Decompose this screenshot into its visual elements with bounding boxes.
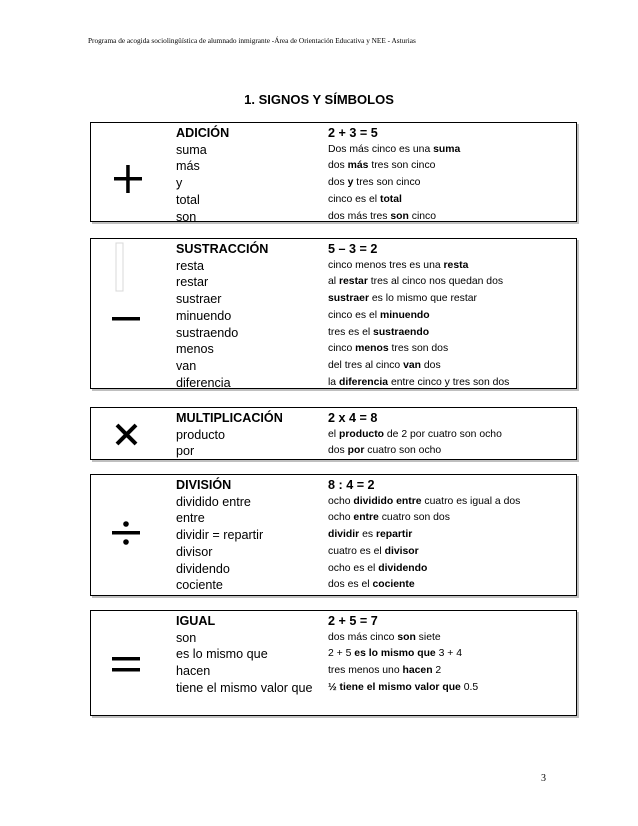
example: dos y tres son cinco — [328, 177, 421, 189]
example: cinco es el total — [328, 193, 402, 205]
term: diferencia — [176, 375, 231, 390]
terms-sustraccion — [176, 241, 326, 391]
example-header: 5 – 3 = 2 — [328, 242, 378, 256]
term: resta — [176, 258, 204, 273]
example: ocho entre cuatro son dos — [328, 512, 450, 524]
example: dos más tres son cinco — [328, 160, 436, 172]
examples-adicion — [328, 125, 576, 225]
term-header: DIVISIÓN — [176, 478, 232, 492]
term: divisor — [176, 544, 213, 559]
example-header: 8 : 4 = 2 — [328, 478, 375, 492]
example: cinco es el minuendo — [328, 309, 430, 321]
example: dos más cinco son siete — [328, 631, 441, 643]
example: la diferencia entre cinco y tres son dos — [328, 376, 510, 388]
example: sustraer es lo mismo que restar — [328, 293, 478, 305]
example: ocho es el dividendo — [328, 562, 428, 574]
section-multiplicacion — [90, 407, 577, 460]
example: dividir es repartir — [328, 529, 413, 541]
term: cociente — [176, 578, 223, 593]
examples-igual — [328, 613, 576, 697]
term: hacen — [176, 664, 211, 679]
term: minuendo — [176, 308, 232, 323]
example-header: 2 + 3 = 5 — [328, 126, 378, 140]
term: restar — [176, 275, 209, 290]
term: son — [176, 630, 197, 645]
term-header: SUSTRACCIÓN — [176, 242, 269, 256]
examples-division — [328, 477, 576, 594]
example: dos por cuatro son ocho — [328, 445, 442, 457]
page-header: Programa de acogida sociolingüística de alumnado inmigrante -Área de Orientación Educativa y NEE - Asturias — [88, 36, 416, 45]
example: cinco menos tres son dos — [328, 343, 449, 355]
terms-multiplicacion — [176, 410, 326, 460]
term: y — [176, 176, 183, 191]
page-number: 3 — [541, 773, 546, 784]
section-adicion — [90, 122, 577, 222]
section-sustraccion — [90, 238, 577, 389]
term-header: MULTIPLICACIÓN — [176, 411, 283, 425]
terms-adicion — [176, 125, 326, 225]
example: cuatro es el divisor — [328, 545, 419, 557]
example: dos es el cociente — [328, 579, 415, 591]
example: cinco menos tres es una resta — [328, 259, 469, 271]
example: tres es el sustraendo — [328, 326, 430, 338]
example-header: 2 + 5 = 7 — [328, 614, 378, 628]
term: van — [176, 358, 197, 373]
term: por — [176, 444, 195, 459]
term: más — [176, 159, 200, 174]
term: total — [176, 192, 200, 207]
term: son — [176, 209, 197, 224]
example: dos más tres son cinco — [328, 210, 437, 222]
example: del tres al cinco van dos — [328, 359, 441, 371]
example: ocho dividido entre cuatro es igual a dos — [328, 495, 521, 507]
times-icon — [91, 408, 166, 459]
term: dividir = repartir — [176, 528, 264, 543]
term: entre — [176, 511, 205, 526]
terms-igual — [176, 613, 326, 697]
term: sustraendo — [176, 325, 239, 340]
term: dividido entre — [176, 494, 251, 509]
term: suma — [176, 142, 207, 157]
term: menos — [176, 342, 214, 357]
example: 2 + 5 es lo mismo que 3 + 4 — [328, 648, 463, 660]
term-header: IGUAL — [176, 614, 216, 628]
term-header: ADICIÓN — [176, 126, 230, 140]
examples-multiplicacion — [328, 410, 576, 460]
example: al restar tres al cinco nos quedan dos — [328, 276, 504, 288]
divide-icon — [91, 475, 166, 595]
example: Dos más cinco es una suma — [328, 143, 461, 155]
term: sustraer — [176, 292, 222, 307]
term: dividendo — [176, 561, 230, 576]
page-title: 1. SIGNOS Y SÍMBOLOS — [244, 92, 394, 107]
equals-icon — [91, 611, 166, 715]
example: tres menos uno hacen 2 — [328, 665, 442, 677]
examples-sustraccion — [328, 241, 576, 391]
term: producto — [176, 427, 226, 442]
term: tiene el mismo valor que — [176, 680, 313, 695]
example-header: 2 x 4 = 8 — [328, 411, 378, 425]
terms-division — [176, 477, 326, 594]
term: es lo mismo que — [176, 647, 268, 662]
example: ½ tiene el mismo valor que 0.5 — [328, 681, 479, 693]
section-igual — [90, 610, 577, 716]
example: el producto de 2 por cuatro son ocho — [328, 428, 502, 440]
minus-icon — [91, 239, 166, 388]
section-division — [90, 474, 577, 596]
plus-icon — [91, 123, 166, 221]
